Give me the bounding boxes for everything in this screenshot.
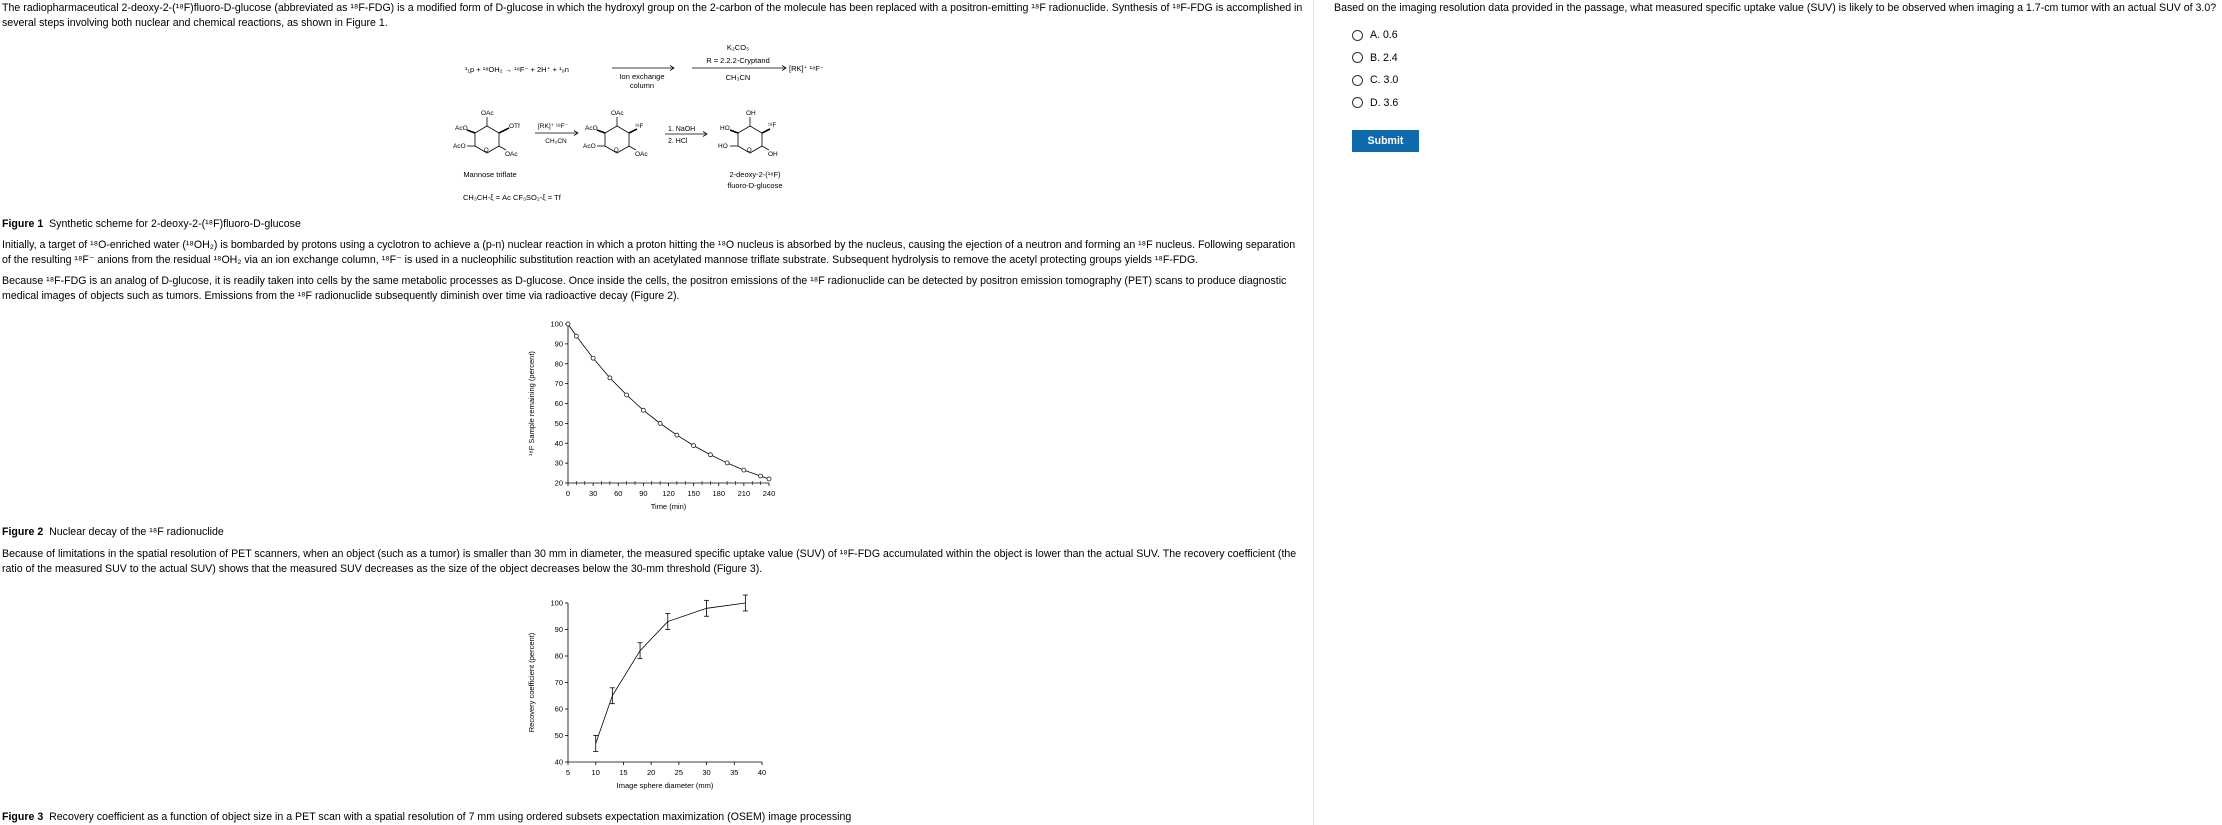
svg-text:O: O (614, 148, 619, 154)
abbreviation-legend: CH₃CH-ξ = Ac CF₃SO₂-ξ = Tf (463, 193, 561, 202)
y-tick-label: 40 (554, 438, 563, 448)
synthesis-scheme-diagram (455, 38, 885, 206)
choice-text: 3.0 (1383, 74, 1399, 87)
svg-text:OH: OH (746, 110, 756, 117)
x-tick-label: 30 (588, 489, 598, 498)
fdg-label-2: fluoro-D-glucose (727, 181, 783, 190)
y-tick-label: 90 (554, 625, 563, 634)
y-tick-label: 60 (554, 399, 563, 408)
data-point (725, 461, 729, 465)
svg-text:OAc: OAc (611, 110, 624, 117)
svg-text:HO: HO (720, 125, 730, 132)
svg-text:OTf: OTf (509, 123, 520, 130)
choice-letter: D. (1370, 96, 1381, 109)
y-tick-label: 40 (554, 757, 563, 767)
svg-text:OAc: OAc (505, 151, 518, 158)
choice-d[interactable] (1352, 92, 2214, 115)
data-point (566, 322, 570, 326)
y-tick-label: 50 (554, 418, 563, 428)
figure-1-caption (2, 217, 301, 231)
figure-3-chart (520, 591, 780, 797)
figure-1-scheme (455, 38, 885, 206)
x-tick-label: 25 (674, 768, 684, 777)
x-tick-label: 0 (565, 489, 571, 498)
svg-text:OAc: OAc (635, 151, 648, 158)
product-salt: [RK]⁺ ¹⁸F⁻ (789, 64, 824, 73)
data-point (591, 356, 595, 360)
svg-text:AcO: AcO (455, 125, 468, 132)
svg-text:AcO: AcO (453, 143, 466, 150)
choice-letter: C. (1370, 74, 1381, 87)
reagent-k2co3: K₂CO₃ (726, 43, 750, 52)
mannose-triflate-label: Mannose triflate (463, 170, 517, 179)
svg-text:¹⁸F: ¹⁸F (768, 123, 777, 129)
step3-reagent-2: 2. HCl (668, 138, 688, 145)
figure-2-chart (520, 318, 780, 518)
question-panel (1334, 0, 2217, 152)
figure-1-label: Figure 1 (2, 218, 44, 230)
y-tick-label: 30 (554, 458, 563, 468)
figure-3-caption (2, 810, 851, 824)
svg-text:AcO: AcO (585, 125, 598, 132)
x-tick-label: 20 (646, 768, 656, 777)
ion-exchange-label-1: Ion exchange (619, 72, 665, 81)
svg-text:O: O (484, 148, 489, 154)
passage-para-2: Initially, a target of ¹⁸O-enriched water (¹⁸OH₂) is bombarded by protons using a cyclotron to achieve a (p-n) nuclear reaction in which a proton hitting the ¹⁸O nucleus is absorbed by the nucleus, causing the ejection of a neutron and forming an ¹⁸F nucleus. Following separation of the resulting ¹⁸F⁻ anions from the residual ¹⁸OH₂ via an ion exchange column, ¹⁸F⁻ is used in a nucleophilic substitution reaction with an acetylated mannose triflate substrate. Subsequent hydrolysis to remove the acetyl protecting groups yields ¹⁸F-FDG. (2, 239, 1296, 266)
recovery-chart-svg (520, 591, 780, 797)
data-point (759, 474, 763, 478)
x-tick-label: 15 (619, 768, 628, 777)
step2-solvent: CH₃CN (545, 138, 567, 145)
step2-reagent: [RK]⁺ ¹⁸F⁻ (538, 123, 569, 130)
data-point (675, 433, 679, 437)
svg-text:HO: HO (718, 143, 728, 150)
choice-list (1352, 24, 2214, 114)
series-line (568, 324, 769, 479)
y-tick-label: 60 (554, 704, 563, 714)
x-tick-label: 35 (730, 768, 739, 777)
y-tick-label: 80 (554, 651, 563, 661)
y-tick-label: 70 (554, 678, 563, 687)
svg-text:O: O (747, 148, 752, 154)
reagent-cryptand: R = 2.2.2-Cryptand (706, 56, 770, 65)
radio-button[interactable] (1352, 75, 1363, 86)
x-tick-label: 5 (565, 768, 571, 777)
passage-para-4: Because of limitations in the spatial resolution of PET scanners, when an object (such as a tumor) is smaller than 30 mm in diameter, the measured specific uptake value (SUV) of ¹⁸F-FDG accumulated within the object is lower than the actual SUV. The recovery coefficient (the ratio of the measured SUV to the actual SUV) shows that the measured SUV decreases as the size of the object decreases below the 30-mm threshold (Figure 3). (2, 548, 1297, 575)
data-point (708, 453, 712, 457)
choice-c[interactable] (1352, 69, 2214, 92)
x-tick-label: 10 (591, 768, 600, 777)
x-axis-label: Time (min) (650, 502, 687, 511)
passage-para-3: Because ¹⁸F-FDG is an analog of D-glucose, it is readily taken into cells by the same metabolic processes as D-glucose. Once inside the cells, the positron emissions of the ¹⁸F radionuclide can be detected by positron emission tomography (PET) scans to produce diagnostic medical images of objects such as tumors. Emissions from the ¹⁸F radionuclide subsequently diminish over time via radioactive decay (Figure 2). (2, 275, 1287, 302)
figure-2-label: Figure 2 (2, 526, 44, 538)
data-point (608, 376, 612, 380)
data-point (574, 334, 578, 338)
choice-text: 3.6 (1383, 96, 1399, 109)
data-point (742, 468, 746, 472)
data-point (641, 408, 645, 412)
y-tick-label: 100 (550, 598, 563, 608)
radio-button[interactable] (1352, 97, 1363, 108)
data-point (692, 444, 696, 448)
x-tick-label: 150 (687, 489, 700, 498)
choice-b[interactable] (1352, 47, 2214, 70)
x-tick-label: 180 (712, 489, 726, 498)
y-tick-label: 90 (554, 339, 563, 349)
acetylated-fdg-structure (583, 110, 648, 158)
question-stem: Based on the imaging resolution data provided in the passage, what measured specific uptake value (SUV) is likely to be observed when imaging a 1.7-cm tumor with an actual SUV of 3.0? (1334, 2, 2217, 14)
figure-2-caption-text: Nuclear decay of the ¹⁸F radionuclide (49, 526, 224, 538)
y-tick-label: 50 (554, 731, 563, 740)
radio-button[interactable] (1352, 52, 1363, 63)
choice-text: 2.4 (1382, 51, 1398, 64)
series-line (596, 603, 746, 743)
x-tick-label: 60 (614, 489, 623, 498)
data-point (767, 477, 771, 481)
choice-letter: A. (1370, 29, 1381, 42)
y-tick-label: 20 (554, 478, 563, 488)
choice-letter: B. (1370, 51, 1381, 64)
svg-text:¹⁸F: ¹⁸F (635, 124, 644, 130)
y-tick-label: 80 (554, 359, 563, 369)
svg-text:AcO: AcO (583, 143, 596, 150)
figure-3-caption-text: Recovery coefficient as a function of object size in a PET scan with a spatial resolution of 7 mm using ordered subsets expectation maximization (OSEM) image processing (49, 811, 852, 823)
x-tick-label: 210 (737, 489, 751, 498)
nuclear-equation: ¹₁p + ¹⁸OH₂ → ¹⁸F⁻ + 2H⁺ + ¹₀n (465, 65, 569, 74)
y-axis-label: Recovery coefficient (percent) (527, 632, 536, 733)
fdg-structure (718, 110, 778, 158)
x-tick-label: 30 (702, 768, 711, 777)
y-axis-label: ¹⁸F Sample remaining (percent) (527, 351, 536, 456)
ion-exchange-label-2: column (629, 81, 655, 90)
y-tick-label: 70 (554, 379, 563, 389)
data-point (658, 421, 662, 425)
x-tick-label: 90 (639, 489, 648, 498)
panel-divider (1313, 0, 1314, 825)
choice-text: 0.6 (1382, 29, 1398, 42)
step3-reagent-1: 1. NaOH (668, 126, 696, 133)
svg-text:OAc: OAc (481, 110, 494, 117)
x-tick-label: 240 (762, 489, 776, 498)
x-tick-label: 120 (662, 489, 675, 498)
decay-chart-svg (520, 318, 780, 518)
radio-button[interactable] (1352, 30, 1363, 41)
submit-button[interactable]: Submit (1352, 130, 1419, 152)
figure-3-label: Figure 3 (2, 811, 44, 823)
fdg-label-1: 2-deoxy-2-(¹⁸F) (729, 170, 781, 179)
svg-text:OH: OH (768, 151, 778, 158)
reagent-solvent: CH₃CN (725, 73, 751, 82)
figure-1-caption-text: Synthetic scheme for 2-deoxy-2-(¹⁸F)fluoro-D-glucose (49, 218, 301, 230)
passage-intro: The radiopharmaceutical 2-deoxy-2-(¹⁸F)fluoro-D-glucose (abbreviated as ¹⁸F-FDG) is a modified form of D-glucose in which the hydroxyl group on the 2-carbon of the molecule has been replaced with a positron-emitting ¹⁸F radionuclide. Synthesis of ¹⁸F-FDG is accomplished in several steps involving both nuclear and chemical reactions, as shown in Figure 1. (2, 2, 1303, 29)
mannose-triflate-structure (453, 110, 520, 158)
y-tick-label: 100 (550, 319, 563, 329)
figure-2-caption (2, 525, 224, 539)
x-axis-label: Image sphere diameter (mm) (616, 781, 714, 790)
x-tick-label: 40 (757, 768, 767, 777)
data-point (625, 393, 629, 397)
choice-a[interactable] (1352, 24, 2214, 47)
